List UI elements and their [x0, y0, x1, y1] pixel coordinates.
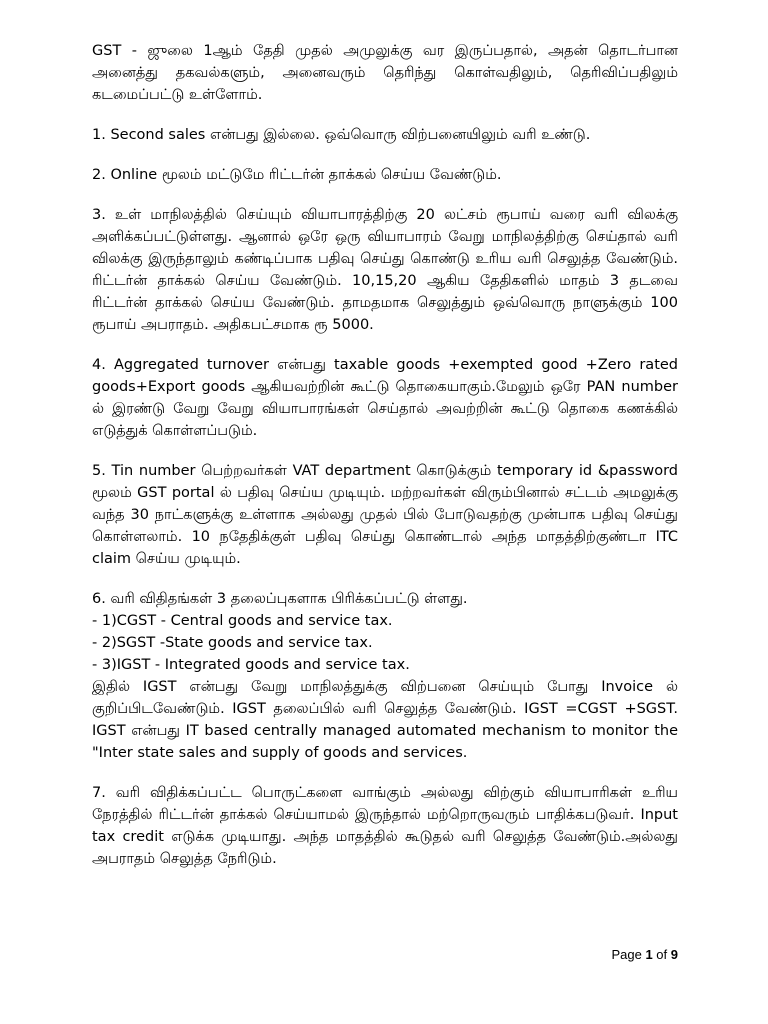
tax-type-cgst: - 1)CGST - Central goods and service tax. [92, 613, 393, 629]
page-mid: of [652, 947, 671, 962]
tax-type-sgst: - 2)SGST -State goods and service tax. [92, 635, 373, 651]
tax-type-igst: - 3)IGST - Integrated goods and service tax. [92, 657, 410, 673]
page-prefix: Page [611, 947, 646, 962]
intro-paragraph: GST - ஜுலை 1ஆம் தேதி முதல் அமுலுக்கு வர இருப்பதால், அதன் தொடர்பான அனைத்து தகவல்களும், அனைவரும் தெரிந்து கொள்வதிலும், தெரிவிப்பதிலும் கடமைப்பட்டு உள்ளோம். [92, 43, 678, 103]
point-5: 5. Tin number பெற்றவர்கள் VAT department கொடுக்கும் temporary id &password மூலம் GST portal ல் பதிவு செய்ய முடியும். மற்றவர்கள் விரும்பினால் சட்டம் அமலுக்கு வந்த 30 நாட்களுக்கு உள்ளாக அல்லது முதல் பில் போடுவதற்கு முன்பாக பதிவு செய்து கொள்ளலாம். 10 நதேதிக்குள் பதிவு செய்து கொண்டால் அந்த மாதத்திற்குண்டா ITC claim செய்ய முடியும். [92, 463, 678, 567]
total-pages: 9 [670, 947, 678, 962]
point-6-heading: 6. வரி விதிதங்கள் 3 தலைப்புகளாக பிரிக்கப்பட்டு ள்ளது. [92, 591, 468, 607]
point-1: 1. Second sales என்பது இல்லை. ஒவ்வொரு விற்பனையிலும் வரி உண்டு. [92, 127, 591, 143]
point-7: 7. வரி விதிக்கப்பட்ட பொருட்களை வாங்கும் அல்லது விற்கும் வியாபாரிகள் உரிய நேரத்தில் ரிட்டர்ன் தாக்கல் செய்யாமல் இருந்தால் மற்றொருவரும் பாதிக்கபடுவர். Input tax credit எடுக்க முடியாது. அந்த மாதத்தில் கூடுதல் வரி செலுத்த வேண்டும்.அல்லது அபராதம் செலுத்த நேரிடும். [92, 785, 678, 867]
current-page: 1 [645, 947, 653, 962]
point-3: 3. உள் மாநிலத்தில் செய்யும் வியாபாரத்திற்கு 20 லட்சம் ரூபாய் வரை வரி விலக்கு அளிக்கப்பட்டுள்ளது. ஆனால் ஒரே ஒரு வியாபாரம் வேறு மாநிலத்திற்கு செய்தால் வரி விலக்கு இருந்தாலும் கண்டிப்பாக பதிவு செய்து கொண்டு உரிய வரி செலுத்த வேண்டும். ரிட்டர்ன் தாக்கல் செய்ய வேண்டும். 10,15,20 ஆகிய தேதிகளில் மாதம் 3 தடவை ரிட்டர்ன் தாக்கல் செய்ய வேண்டும். தாமதமாக செலுத்தும் ஒவ்வொரு நாளுக்கும் 100 ரூபாய் அபராதம். அதிகபட்சமாக ரூ 5000. [92, 207, 678, 333]
point-2: 2. Online மூலம் மட்டுமே ரிட்டர்ன் தாக்கல் செய்ய வேண்டும். [92, 167, 502, 183]
page-number [611, 947, 678, 962]
point-4: 4. Aggregated turnover என்பது taxable goods +exempted good +Zero rated goods+Export goods ஆகியவற்றின் கூட்டு தொகையாகும்.மேலும் ஒரே PAN number ல் இரண்டு வேறு வேறு வியாபாரங்கள் செய்தால் அவற்றின் கூட்டு தொகை கணக்கில் எடுத்துக் கொள்ளப்படும். [92, 357, 678, 439]
point-6-body: இதில் IGST என்பது வேறு மாநிலத்துக்கு விற்பனை செய்யும் போது Invoice ல் குறிப்பிடவேண்டும். IGST தலைப்பில் வரி செலுத்த வேண்டும். IGST =CGST +SGST. IGST என்பது IT based centrally managed automated mechanism to monitor the "Inter state sales and supply of goods and services. [92, 679, 678, 761]
